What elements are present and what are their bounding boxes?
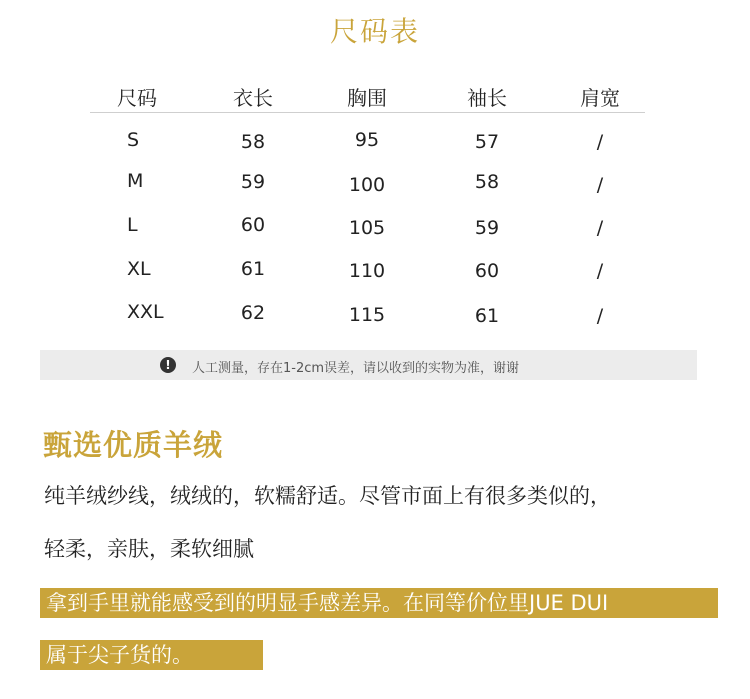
table-row	[90, 157, 645, 201]
table-row	[90, 113, 645, 157]
cell-sleeve: 57	[474, 131, 500, 153]
highlight-line-1: 拿到手里就能感受到的明显手感差异。在同等价位里JUE DUI	[40, 588, 718, 618]
cell-chest: 100	[348, 174, 386, 196]
header-size: 尺码	[117, 86, 157, 110]
cell-shoulder: /	[596, 174, 604, 196]
highlight-line-2: 属于尖子货的。	[40, 640, 263, 670]
header-shoulder: 肩宽	[580, 86, 620, 110]
cell-chest: 95	[354, 129, 380, 151]
table-row	[90, 201, 645, 245]
table-header	[90, 78, 645, 113]
cell-length: 60	[240, 214, 266, 236]
description-line-2: 轻柔，亲肤，柔软细腻	[44, 537, 254, 561]
cell-chest: 110	[348, 260, 386, 282]
cell-shoulder: /	[596, 131, 604, 153]
table-row	[90, 245, 645, 289]
cell-size: S	[127, 129, 140, 151]
notice-text: 人工测量，存在1-2cm误差，请以收到的实物为准，谢谢	[192, 361, 520, 376]
cell-shoulder: /	[596, 260, 604, 282]
cell-sleeve: 61	[474, 305, 500, 327]
section-title: 甄选优质羊绒	[43, 428, 224, 462]
cell-shoulder: /	[596, 217, 604, 239]
header-chest: 胸围	[347, 86, 387, 110]
header-sleeve: 袖长	[467, 86, 507, 110]
table-row	[90, 289, 645, 333]
page-title: 尺码表	[329, 15, 420, 48]
cell-size: M	[127, 170, 144, 192]
exclamation-icon: !	[160, 357, 176, 373]
header-length: 衣长	[233, 86, 273, 110]
cell-sleeve: 58	[474, 171, 500, 193]
cell-shoulder: /	[596, 305, 604, 327]
cell-chest: 105	[348, 217, 386, 239]
cell-chest: 115	[348, 304, 386, 326]
description-line-1: 纯羊绒纱线，绒绒的，软糯舒适。尽管市面上有很多类似的，	[44, 484, 611, 508]
cell-length: 59	[240, 171, 266, 193]
cell-sleeve: 59	[474, 217, 500, 239]
cell-size: L	[127, 214, 138, 236]
cell-length: 62	[240, 302, 266, 324]
cell-length: 58	[240, 131, 266, 153]
cell-length: 61	[240, 258, 266, 280]
cell-size: XL	[127, 258, 151, 280]
measurement-notice	[40, 350, 697, 380]
size-table	[90, 78, 645, 333]
cell-sleeve: 60	[474, 260, 500, 282]
cell-size: XXL	[127, 301, 164, 323]
